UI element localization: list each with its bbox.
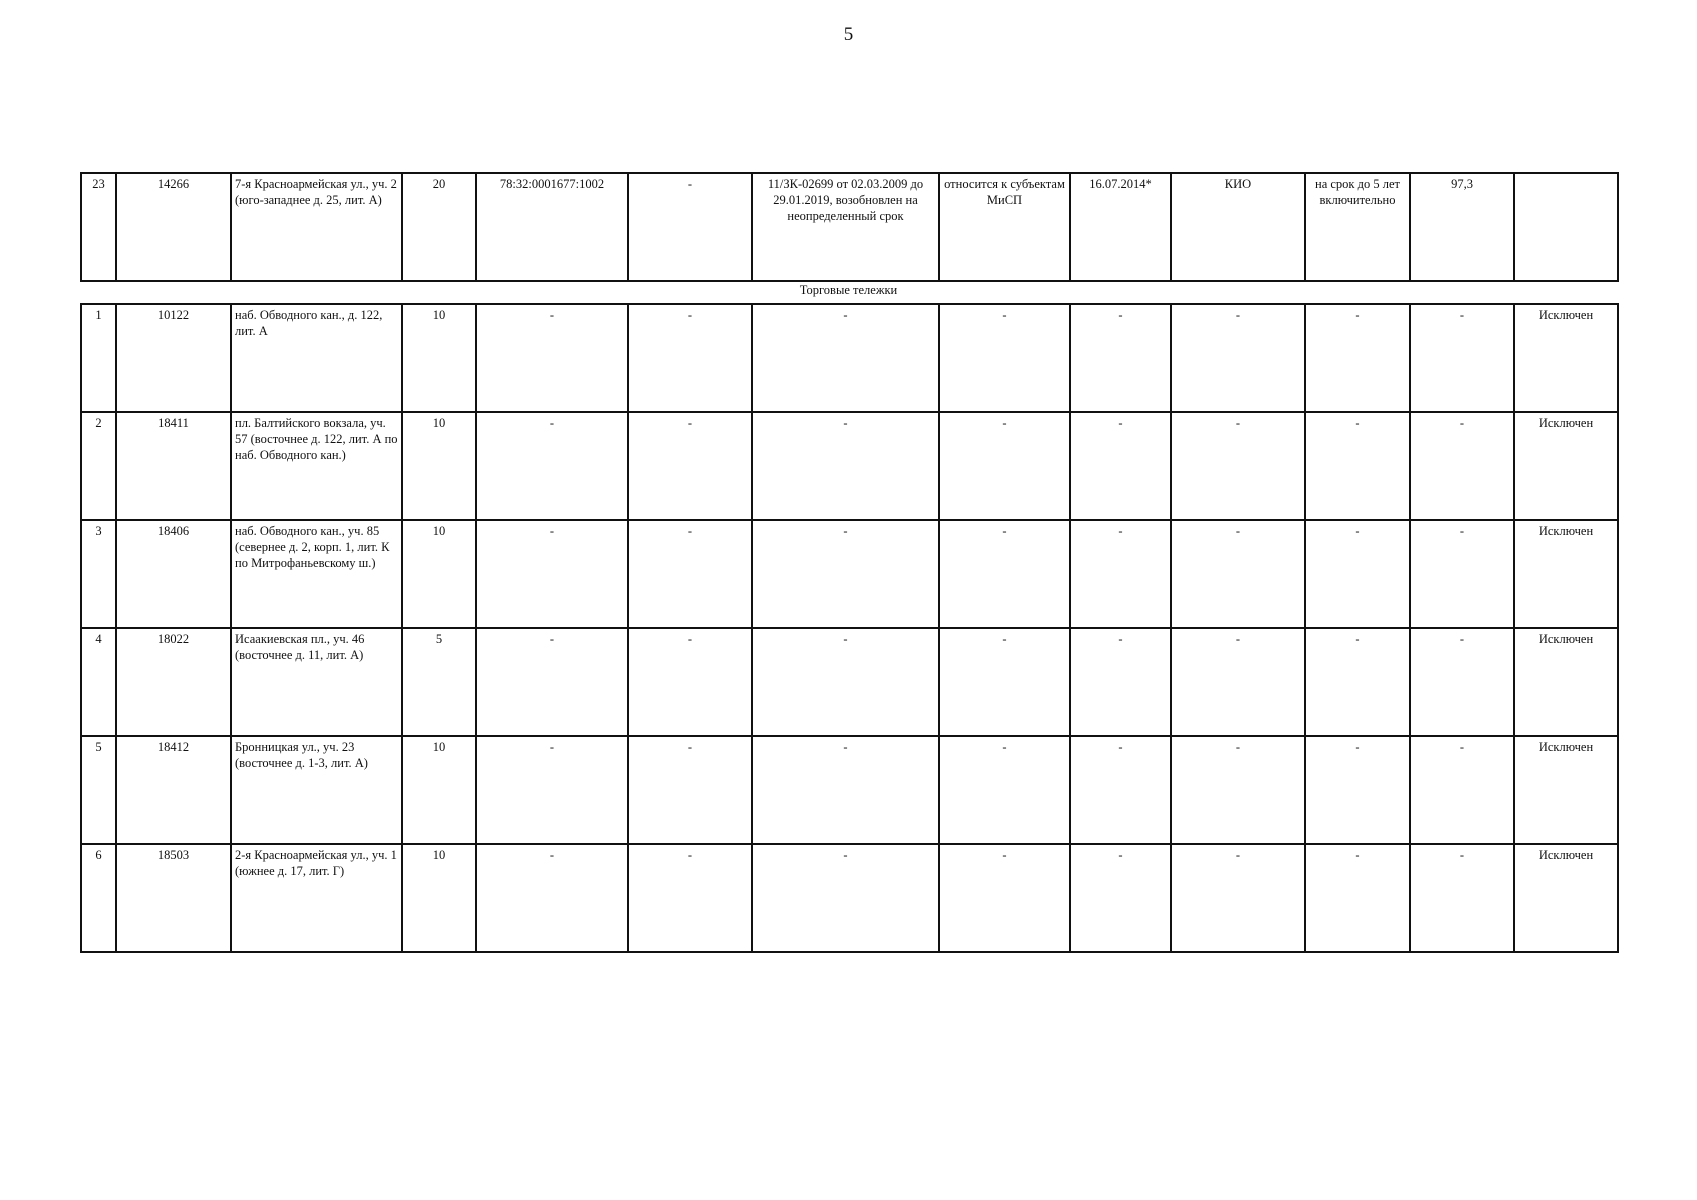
cell-number: 4 [81,628,116,736]
table-row [81,844,1618,952]
cell-note: Исключен [1514,520,1618,628]
cell-address: Исаакиевская пл., уч. 46 (восточнее д. 11, лит. А) [231,628,402,736]
cell-category: - [939,736,1070,844]
cell-value: - [1410,736,1514,844]
cell-number: 1 [81,304,116,412]
cell-authority: - [1171,412,1305,520]
cell-area: 10 [402,520,476,628]
cell-category: - [939,304,1070,412]
cell-value: - [1410,412,1514,520]
cell-term: на срок до 5 лет включительно [1305,173,1410,281]
cell-area: 10 [402,844,476,952]
cell-contract: - [752,304,939,412]
cell-col6: - [628,412,752,520]
table-row [81,736,1618,844]
cell-contract: 11/ЗК-02699 от 02.03.2009 до 29.01.2019, возобновлен на неопределенный срок [752,173,939,281]
cell-term: - [1305,736,1410,844]
cell-cadastral: - [476,304,628,412]
cell-col6: - [628,173,752,281]
cell-note: Исключен [1514,304,1618,412]
cell-col6: - [628,736,752,844]
cell-authority: - [1171,520,1305,628]
cell-number: 23 [81,173,116,281]
cell-date: - [1070,736,1171,844]
cell-area: 10 [402,736,476,844]
cell-authority: - [1171,844,1305,952]
cell-address: 7-я Красноармейская ул., уч. 2 (юго-западнее д. 25, лит. А) [231,173,402,281]
table-row [81,628,1618,736]
cell-term: - [1305,304,1410,412]
cell-category: - [939,628,1070,736]
cell-date: 16.07.2014* [1070,173,1171,281]
cell-note: Исключен [1514,412,1618,520]
cell-note: Исключен [1514,628,1618,736]
cell-cadastral: - [476,844,628,952]
cell-area: 10 [402,412,476,520]
cell-contract: - [752,736,939,844]
cell-address: Бронницкая ул., уч. 23 (восточнее д. 1-3, лит. А) [231,736,402,844]
table-row [81,173,1618,281]
cell-col6: - [628,628,752,736]
cell-col6: - [628,304,752,412]
cell-address: 2-я Красноармейская ул., уч. 1 (южнее д. 17, лит. Г) [231,844,402,952]
cell-area: 5 [402,628,476,736]
cell-code: 18022 [116,628,231,736]
cell-number: 6 [81,844,116,952]
cell-code: 18412 [116,736,231,844]
cell-term: - [1305,628,1410,736]
cell-col6: - [628,844,752,952]
cell-date: - [1070,304,1171,412]
cell-category: относится к субъектам МиСП [939,173,1070,281]
cell-value: - [1410,520,1514,628]
cell-value: 97,3 [1410,173,1514,281]
cell-address: пл. Балтийского вокзала, уч. 57 (восточнее д. 122, лит. А по наб. Обводного кан.) [231,412,402,520]
cell-cadastral: - [476,628,628,736]
cell-category: - [939,520,1070,628]
cell-col6: - [628,520,752,628]
cell-value: - [1410,844,1514,952]
cell-category: - [939,844,1070,952]
cell-contract: - [752,844,939,952]
cell-number: 2 [81,412,116,520]
cell-number: 3 [81,520,116,628]
cell-number: 5 [81,736,116,844]
cell-address: наб. Обводного кан., д. 122, лит. А [231,304,402,412]
table-top [80,172,1619,282]
cell-cadastral: - [476,736,628,844]
cell-date: - [1070,844,1171,952]
cell-code: 18411 [116,412,231,520]
cell-note [1514,173,1618,281]
table-row [81,304,1618,412]
cell-term: - [1305,520,1410,628]
cell-date: - [1070,412,1171,520]
section-title: Торговые тележки [799,283,898,297]
cell-term: - [1305,844,1410,952]
cell-code: 18406 [116,520,231,628]
cell-area: 20 [402,173,476,281]
cell-contract: - [752,628,939,736]
cell-contract: - [752,520,939,628]
cell-cadastral: 78:32:0001677:1002 [476,173,628,281]
table-row [81,412,1618,520]
cell-cadastral: - [476,412,628,520]
cell-note: Исключен [1514,844,1618,952]
cell-value: - [1410,304,1514,412]
cell-address: наб. Обводного кан., уч. 85 (севернее д. 2, корп. 1, лит. К по Митрофаньевскому ш.) [231,520,402,628]
table-main [80,303,1619,953]
cell-code: 10122 [116,304,231,412]
cell-note: Исключен [1514,736,1618,844]
page-number: 5 [843,24,854,45]
cell-cadastral: - [476,520,628,628]
cell-code: 14266 [116,173,231,281]
cell-authority: КИО [1171,173,1305,281]
cell-authority: - [1171,304,1305,412]
cell-contract: - [752,412,939,520]
cell-authority: - [1171,736,1305,844]
cell-date: - [1070,628,1171,736]
cell-term: - [1305,412,1410,520]
cell-category: - [939,412,1070,520]
cell-authority: - [1171,628,1305,736]
cell-code: 18503 [116,844,231,952]
cell-value: - [1410,628,1514,736]
table-row [81,520,1618,628]
cell-date: - [1070,520,1171,628]
cell-area: 10 [402,304,476,412]
